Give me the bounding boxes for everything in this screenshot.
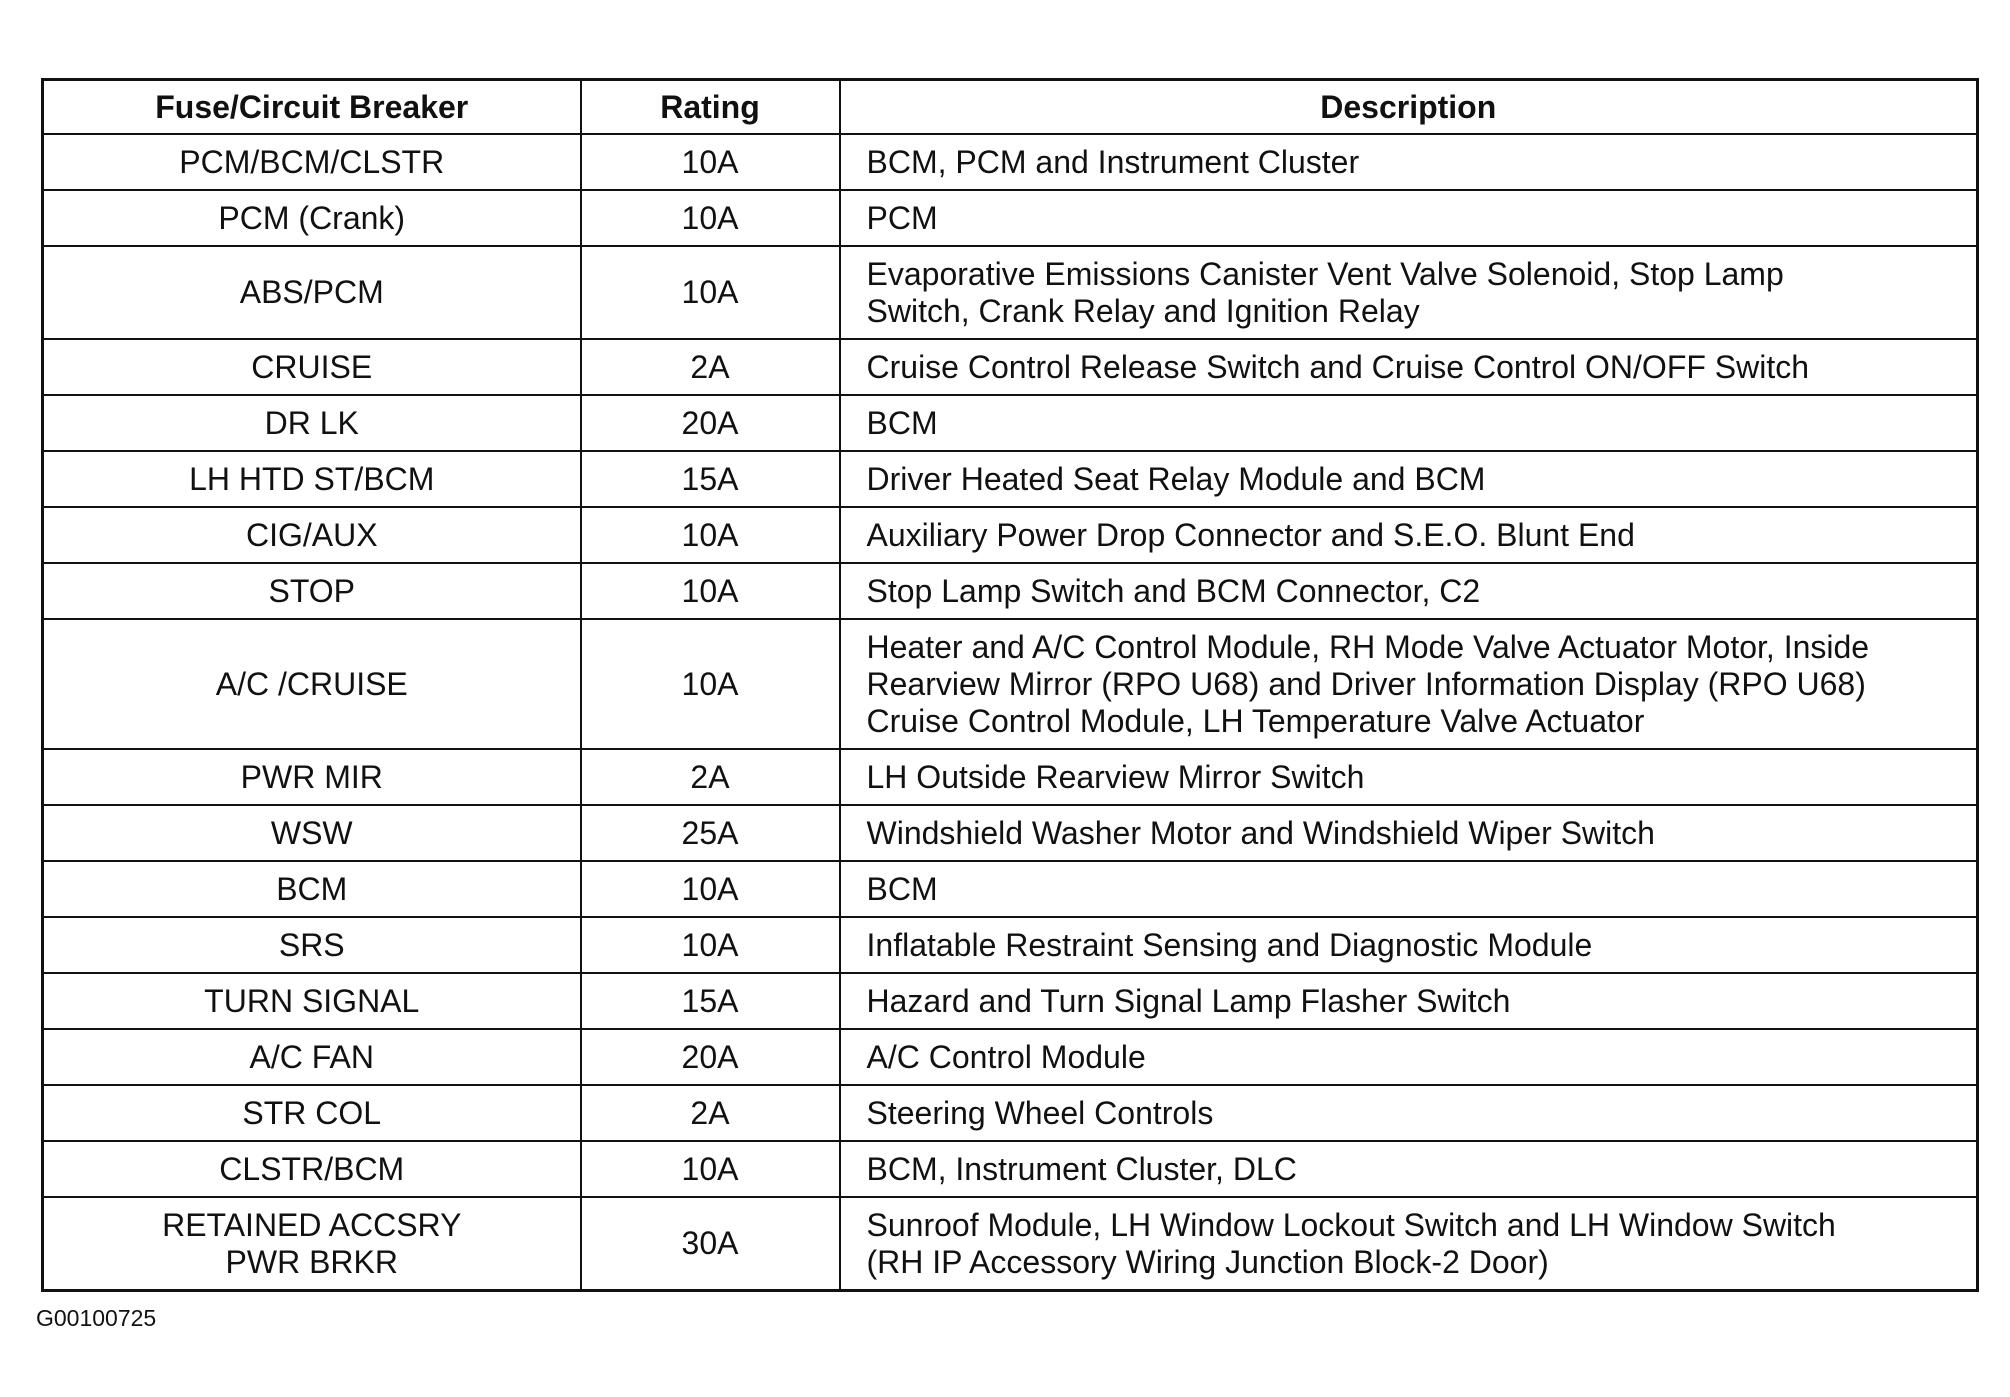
description-text: BCM, Instrument Cluster, DLC	[866, 1150, 1297, 1187]
table-row	[43, 973, 1978, 1029]
description-text: Sunroof Module, LH Window Lockout Switch and LH Window Switch	[866, 1206, 1836, 1243]
rating-text: 10A	[681, 665, 739, 702]
table-row	[43, 1029, 1978, 1085]
description-cell	[840, 1029, 1978, 1085]
rating-text: 20A	[681, 1038, 739, 1075]
description-cell	[840, 805, 1978, 861]
rating-cell	[581, 619, 840, 749]
description-text: Stop Lamp Switch and BCM Connector, C2	[866, 572, 1481, 609]
rating-cell	[581, 507, 840, 563]
description-text: Inflatable Restraint Sensing and Diagnostic Module	[866, 926, 1593, 963]
fuse-cell	[43, 395, 581, 451]
fuse-text: STOP	[268, 572, 356, 609]
rating-cell	[581, 1141, 840, 1197]
rating-cell	[581, 134, 840, 190]
description-text: Windshield Washer Motor and Windshield Wiper Switch	[866, 814, 1655, 851]
table-row	[43, 339, 1978, 395]
description-cell	[840, 395, 1978, 451]
fuse-cell	[43, 190, 581, 246]
description-text: Auxiliary Power Drop Connector and S.E.O. Blunt End	[866, 516, 1635, 553]
table-row	[43, 246, 1978, 339]
table-row	[43, 1197, 1978, 1291]
description-cell	[840, 1141, 1978, 1197]
rating-text: 2A	[690, 1094, 730, 1131]
rating-text: 20A	[681, 404, 739, 441]
fuse-text: A/C /CRUISE	[215, 665, 408, 702]
description-cell	[840, 246, 1978, 339]
header-fuse: Fuse/Circuit Breaker	[43, 80, 581, 135]
description-cell	[840, 973, 1978, 1029]
rating-text: 10A	[681, 870, 739, 907]
rating-cell	[581, 451, 840, 507]
description-cell	[840, 1085, 1978, 1141]
table-row	[43, 749, 1978, 805]
fuse-text: BCM	[276, 870, 348, 907]
description-text: Cruise Control Module, LH Temperature Valve Actuator	[866, 702, 1645, 739]
fuse-table	[41, 78, 1979, 1292]
fuse-cell	[43, 1029, 581, 1085]
fuse-cell	[43, 563, 581, 619]
description-cell	[840, 749, 1978, 805]
fuse-cell	[43, 134, 581, 190]
description-text: Steering Wheel Controls	[866, 1094, 1214, 1131]
table-row	[43, 395, 1978, 451]
description-cell	[840, 507, 1978, 563]
table-row	[43, 917, 1978, 973]
fuse-text: TURN SIGNAL	[204, 982, 420, 1019]
rating-cell	[581, 805, 840, 861]
description-text: (RH IP Accessory Wiring Junction Block-2 Door)	[866, 1243, 1549, 1280]
table-row	[43, 563, 1978, 619]
fuse-cell	[43, 917, 581, 973]
table-row	[43, 805, 1978, 861]
fuse-text: PWR MIR	[240, 758, 383, 795]
rating-text: 10A	[681, 572, 739, 609]
description-cell	[840, 190, 1978, 246]
rating-text: 10A	[681, 274, 739, 310]
rating-cell	[581, 1197, 840, 1291]
table-row	[43, 507, 1978, 563]
header-description: Description	[840, 80, 1978, 135]
rating-cell	[581, 1085, 840, 1141]
rating-text: 10A	[681, 1150, 739, 1187]
fuse-cell	[43, 1141, 581, 1197]
fuse-text: STR COL	[242, 1094, 382, 1131]
rating-cell	[581, 246, 840, 339]
rating-text: 10A	[681, 143, 739, 180]
fuse-cell	[43, 619, 581, 749]
fuse-cell	[43, 339, 581, 395]
rating-text: 10A	[681, 199, 739, 236]
table-row	[43, 190, 1978, 246]
rating-text: 25A	[681, 814, 739, 851]
fuse-cell	[43, 1197, 581, 1291]
rating-text: 2A	[690, 758, 730, 795]
description-text: Rearview Mirror (RPO U68) and Driver Information Display (RPO U68)	[866, 665, 1866, 702]
fuse-text: A/C FAN	[249, 1038, 374, 1075]
rating-text: 15A	[681, 460, 739, 497]
description-cell	[840, 563, 1978, 619]
description-text: Driver Heated Seat Relay Module and BCM	[866, 460, 1486, 497]
table-row	[43, 619, 1978, 749]
description-text: Heater and A/C Control Module, RH Mode Valve Actuator Motor, Inside	[866, 628, 1870, 665]
description-cell	[840, 619, 1978, 749]
description-text: BCM	[866, 870, 938, 907]
fuse-text: PCM (Crank)	[218, 199, 406, 236]
fuse-text: ABS/PCM	[239, 274, 384, 310]
rating-cell	[581, 917, 840, 973]
fuse-text: SRS	[278, 926, 345, 963]
fuse-cell	[43, 805, 581, 861]
fuse-text: CRUISE	[251, 348, 373, 385]
rating-cell	[581, 339, 840, 395]
description-cell	[840, 134, 1978, 190]
header-rating: Rating	[581, 80, 840, 135]
table-row	[43, 861, 1978, 917]
rating-text: 10A	[681, 516, 739, 553]
description-cell	[840, 917, 1978, 973]
description-text: LH Outside Rearview Mirror Switch	[866, 758, 1365, 795]
table-row	[43, 1141, 1978, 1197]
description-text: Cruise Control Release Switch and Cruise Control ON/OFF Switch	[866, 348, 1810, 385]
rating-cell	[581, 749, 840, 805]
rating-text: 2A	[690, 348, 730, 385]
rating-cell	[581, 1029, 840, 1085]
description-cell	[840, 861, 1978, 917]
rating-text: 10A	[681, 926, 739, 963]
fuse-text: CIG/AUX	[245, 516, 378, 553]
description-text: PCM	[866, 199, 938, 236]
fuse-cell	[43, 246, 581, 339]
description-text: Hazard and Turn Signal Lamp Flasher Switch	[866, 982, 1511, 1019]
rating-cell	[581, 395, 840, 451]
description-cell	[840, 339, 1978, 395]
fuse-cell	[43, 507, 581, 563]
fuse-text: RETAINED ACCSRY	[162, 1206, 462, 1243]
description-text: BCM	[866, 404, 938, 441]
table-body	[43, 134, 1978, 1291]
fuse-cell	[43, 1085, 581, 1141]
rating-cell	[581, 861, 840, 917]
fuse-cell	[43, 451, 581, 507]
rating-cell	[581, 563, 840, 619]
fuse-cell	[43, 749, 581, 805]
description-cell	[840, 1197, 1978, 1291]
table-row	[43, 1085, 1978, 1141]
fuse-text: CLSTR/BCM	[219, 1150, 405, 1187]
fuse-text: LH HTD ST/BCM	[189, 460, 435, 497]
table-row	[43, 451, 1978, 507]
fuse-text: PCM/BCM/CLSTR	[179, 143, 445, 180]
description-cell	[840, 451, 1978, 507]
fuse-text: DR LK	[264, 404, 359, 441]
fuse-text: WSW	[270, 814, 353, 851]
description-text: Evaporative Emissions Canister Vent Valve Solenoid, Stop Lamp	[866, 255, 1784, 292]
fuse-text: PWR BRKR	[225, 1243, 398, 1280]
description-text: BCM, PCM and Instrument Cluster	[866, 143, 1360, 180]
description-text: A/C Control Module	[866, 1038, 1146, 1075]
figure-code: G00100725	[36, 1305, 157, 1331]
description-text: Switch, Crank Relay and Ignition Relay	[866, 292, 1420, 329]
rating-cell	[581, 973, 840, 1029]
fuse-cell	[43, 973, 581, 1029]
table-header-row	[43, 80, 1978, 135]
rating-text: 15A	[681, 982, 739, 1019]
rating-text: 30A	[681, 1225, 739, 1261]
rating-cell	[581, 190, 840, 246]
table-row	[43, 134, 1978, 190]
fuse-cell	[43, 861, 581, 917]
